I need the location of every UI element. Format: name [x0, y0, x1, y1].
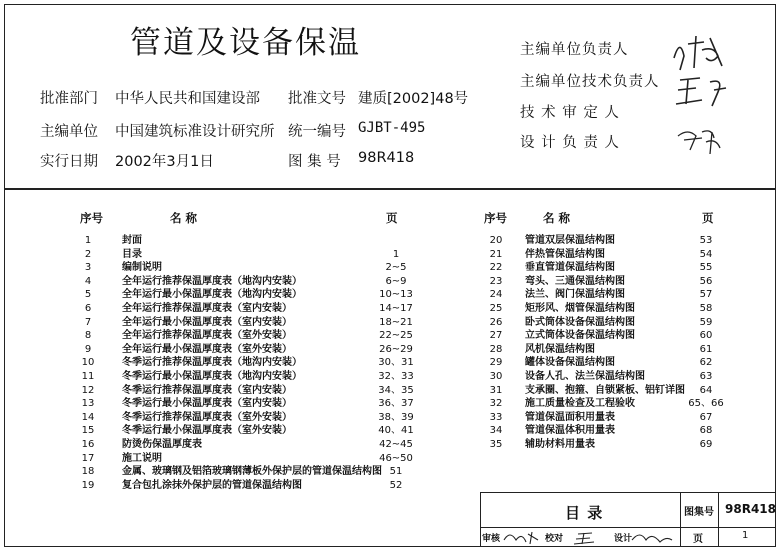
toc-page: 36、37 [378, 398, 414, 410]
toc-number: 19 [81, 479, 95, 491]
col-name-header-left: 名 称 [170, 211, 198, 225]
toc-title: 设备人孔、法兰保温结构图 [525, 371, 645, 382]
toc-page: 10~13 [379, 289, 413, 301]
toc-number: 16 [81, 439, 95, 450]
toc-row [0, 329, 782, 342]
toc-row [0, 452, 782, 465]
toc-number: 21 [489, 248, 503, 260]
toc-number: 23 [489, 275, 503, 287]
info-label-2: 图 集 号 [288, 154, 341, 170]
toc-number: 7 [84, 316, 92, 328]
toc-row [0, 465, 782, 478]
toc-title: 法兰、阀门保温结构图 [525, 289, 625, 301]
toc-title: 全年运行最小保温厚度表（室外安装） [122, 343, 292, 355]
info-value-2: 建质[2002]48号 [358, 91, 469, 107]
check-label: 校对 [545, 534, 564, 544]
info-label: 主编单位 [40, 124, 98, 140]
toc-number: 26 [489, 316, 503, 328]
toc-row [0, 288, 782, 301]
info-value: 中国建筑标准设计研究所 [115, 124, 275, 140]
toc-row [0, 384, 782, 397]
toc-number: 9 [84, 343, 92, 355]
toc-title: 冬季运行最小保温厚度表（室外安装） [122, 425, 292, 437]
toc-number: 20 [489, 235, 503, 246]
toc-number: 22 [489, 262, 503, 274]
toc-title: 防烫伤保温厚度表 [122, 439, 202, 450]
toc-title: 立式筒体设备保温结构图 [525, 330, 635, 342]
toc-page: 60 [699, 330, 713, 342]
toc-page: 57 [699, 289, 713, 301]
toc-row [0, 370, 782, 383]
toc-title: 全年运行推荐保温厚度表（室内安装） [122, 303, 292, 314]
toc-number: 3 [84, 262, 92, 274]
toc-page: 54 [699, 248, 713, 260]
toc-page: 38、39 [378, 411, 414, 423]
toc-title: 编制说明 [122, 262, 162, 274]
toc-title: 辅助材料用量表 [525, 439, 595, 450]
toc-page: 59 [699, 316, 713, 328]
toc-title: 全年运行最小保温厚度表（室内安装） [122, 316, 292, 328]
toc-title: 目录 [122, 248, 142, 260]
toc-page: 32、33 [378, 371, 414, 382]
toc-number: 10 [81, 357, 95, 369]
toc-page: 51 [389, 466, 403, 478]
toc-number: 35 [489, 439, 503, 450]
toc-title: 风机保温结构图 [525, 343, 595, 355]
toc-number: 30 [489, 371, 503, 382]
toc-page: 58 [699, 303, 713, 314]
toc-number: 32 [489, 398, 503, 410]
page-title: 管道及设备保温 [130, 25, 361, 61]
toc-title: 卧式筒体设备保温结构图 [525, 316, 635, 328]
toc-number: 11 [81, 371, 95, 382]
toc-page: 64 [699, 384, 713, 396]
toc-row [0, 343, 782, 356]
toc-row [0, 302, 782, 315]
toc-title: 冬季运行推荐保温厚度表（室内安装） [122, 384, 292, 396]
signature-label: 设 计 负 责 人 [520, 135, 620, 151]
toc-page: 42~45 [379, 439, 413, 450]
info-label: 批准部门 [40, 91, 98, 107]
toc-title: 冬季运行最小保温厚度表（地沟内安装） [122, 371, 302, 382]
toc-row [0, 248, 782, 261]
toc-page: 2~5 [385, 262, 407, 274]
toc-row [0, 411, 782, 424]
toc-number: 28 [489, 343, 503, 355]
toc-title: 冬季运行推荐保温厚度表（室外安装） [122, 411, 292, 423]
atlas-no-value: 98R418 [725, 502, 776, 516]
toc-number: 31 [489, 384, 503, 396]
toc-page: 61 [699, 343, 713, 355]
toc-page: 62 [699, 357, 713, 369]
toc-page: 65、66 [688, 398, 724, 410]
title-block-signatures [500, 528, 680, 547]
toc-page: 67 [699, 411, 713, 423]
col-no-header-left: 序号 [80, 211, 103, 225]
toc-page: 53 [699, 235, 713, 246]
toc-number: 27 [489, 330, 503, 342]
toc-number: 17 [81, 452, 95, 464]
toc-page: 6~9 [385, 275, 407, 287]
toc-page: 68 [699, 425, 713, 437]
toc-page: 69 [699, 439, 713, 450]
info-label-2: 统一编号 [288, 124, 346, 140]
toc-number: 5 [84, 289, 92, 301]
toc-row [0, 234, 782, 247]
toc-page: 22~25 [379, 330, 413, 342]
toc-page: 18~21 [379, 316, 413, 328]
toc-page: 55 [699, 262, 713, 274]
toc-page: 26~29 [379, 343, 413, 355]
toc-title: 支承圈、抱箍、自锁紧板、铝钉详图 [525, 384, 685, 396]
toc-title: 冬季运行推荐保温厚度表（地沟内安装） [122, 357, 302, 369]
toc-title: 矩形风、烟管保温结构图 [525, 303, 635, 314]
toc-number: 14 [81, 411, 95, 423]
sheet-title: 目 录 [565, 504, 604, 522]
toc-row [0, 356, 782, 369]
info-label-2: 批准文号 [288, 91, 346, 107]
toc-page: 63 [699, 371, 713, 382]
toc-title: 管道保温面积用量表 [525, 411, 615, 423]
page-label: 页 [693, 534, 703, 545]
col-name-header-right: 名 称 [543, 211, 571, 225]
design-label: 设计 [614, 534, 633, 544]
toc-row [0, 479, 782, 492]
toc-title: 封面 [122, 235, 142, 246]
toc-title: 施工质量检查及工程验收 [525, 398, 635, 410]
col-no-header-right: 序号 [484, 211, 507, 225]
info-value-2: 98R418 [358, 150, 415, 166]
toc-number: 2 [84, 248, 92, 260]
toc-title: 弯头、三通保温结构图 [525, 275, 625, 287]
toc-number: 6 [84, 303, 92, 314]
toc-page: 52 [389, 479, 403, 491]
toc-number: 15 [81, 425, 95, 437]
atlas-no-label: 图集号 [684, 507, 714, 518]
toc-title: 垂直管道保温结构图 [525, 262, 615, 274]
signature-label: 主编单位负责人 [520, 42, 629, 58]
toc-title: 管道保温体积用量表 [525, 425, 615, 437]
toc-page: 46~50 [379, 452, 413, 464]
toc-page: 14~17 [379, 303, 413, 314]
toc-title: 全年运行推荐保温厚度表（地沟内安装） [122, 275, 302, 287]
toc-row [0, 397, 782, 410]
toc-title: 冬季运行最小保温厚度表（室内安装） [122, 398, 292, 410]
toc-number: 4 [84, 275, 92, 287]
toc-page: 30、31 [378, 357, 414, 369]
toc-row [0, 438, 782, 451]
signature-label: 技 术 审 定 人 [520, 105, 620, 121]
toc-page: 1 [392, 248, 400, 260]
signature-label: 主编单位技术负责人 [520, 74, 660, 90]
toc-number: 29 [489, 357, 503, 369]
toc-row [0, 275, 782, 288]
toc-title: 施工说明 [122, 452, 162, 464]
page-number: 1 [742, 530, 749, 541]
toc-number: 1 [84, 235, 92, 246]
toc-page: 56 [699, 275, 713, 287]
review-label: 审核 [482, 534, 501, 544]
info-label: 实行日期 [40, 154, 98, 170]
info-value: 2002年3月1日 [115, 154, 214, 170]
toc-number: 12 [81, 384, 95, 396]
toc-page: 34、35 [378, 384, 414, 396]
toc-number: 18 [81, 466, 95, 478]
toc-title: 管道双层保温结构图 [525, 235, 615, 246]
toc-number: 13 [81, 398, 95, 410]
toc-row [0, 261, 782, 274]
header-divider [4, 188, 776, 190]
handwritten-signatures [666, 28, 766, 168]
toc-title: 伴热管保温结构图 [525, 248, 605, 260]
toc-number: 24 [489, 289, 503, 301]
toc-title: 全年运行最小保温厚度表（地沟内安装） [122, 289, 302, 301]
toc-number: 25 [489, 303, 503, 314]
toc-title: 全年运行推荐保温厚度表（室外安装） [122, 330, 292, 342]
toc-page: 40、41 [378, 425, 414, 437]
toc-title: 复合包扎涂抹外保护层的管道保温结构图 [122, 479, 302, 491]
toc-title: 金属、玻璃钢及铝箔玻璃钢薄板外保护层的管道保温结构图 [122, 466, 382, 478]
col-page-header-right: 页 [702, 211, 714, 225]
toc-number: 8 [84, 330, 92, 342]
toc-number: 34 [489, 425, 503, 437]
toc-number: 33 [489, 411, 503, 423]
toc-row [0, 316, 782, 329]
col-page-header-left: 页 [386, 211, 398, 225]
info-value-2: GJBT-495 [358, 120, 426, 136]
toc-title: 罐体设备保温结构图 [525, 357, 615, 369]
toc-row [0, 424, 782, 437]
info-value: 中华人民共和国建设部 [115, 91, 260, 107]
